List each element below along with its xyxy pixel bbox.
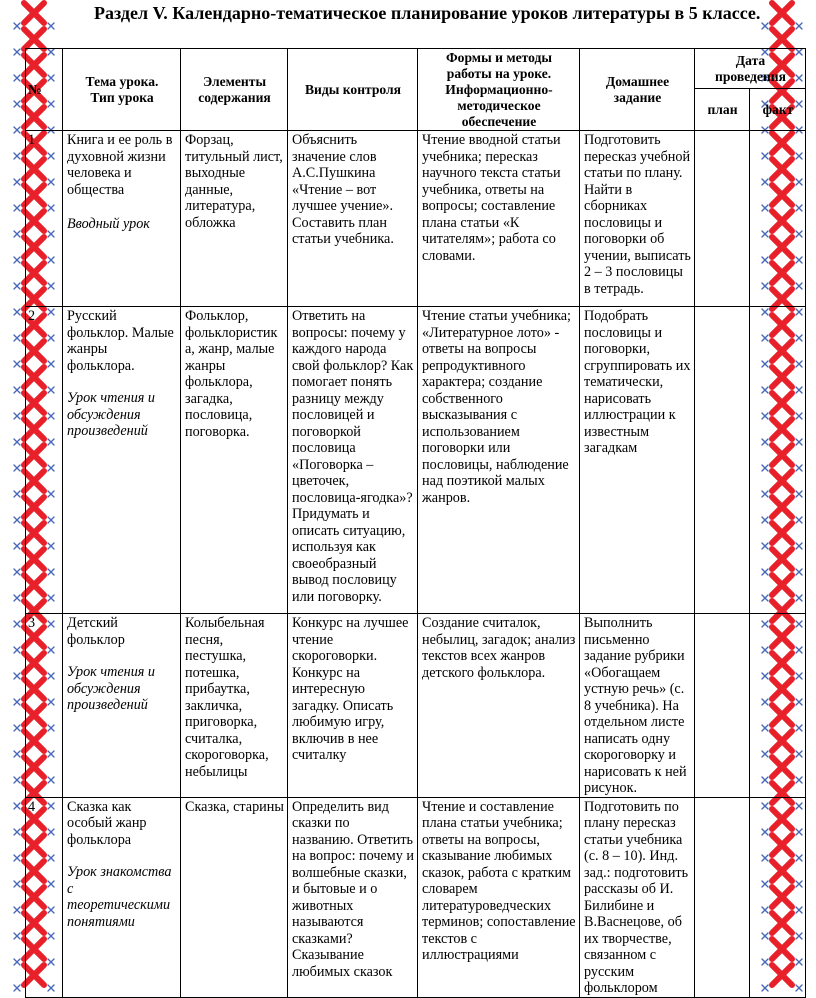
header-homework: Домашнее задание bbox=[580, 49, 695, 131]
planning-table bbox=[25, 48, 806, 998]
row-topic bbox=[63, 307, 181, 614]
row-num: 2 bbox=[26, 307, 63, 614]
table-row bbox=[26, 131, 806, 307]
row-date-plan bbox=[695, 307, 750, 614]
row-control: Конкурс на лучшее чтение скороговорки. Конкурс на интересную загадку. Описать любимую игру, включив в нее считалку bbox=[288, 614, 418, 798]
header-fact: факт bbox=[750, 89, 806, 131]
header-date: Дата проведения bbox=[695, 49, 806, 89]
table-header-row bbox=[26, 49, 806, 89]
row-date-plan bbox=[695, 797, 750, 997]
header-num: № bbox=[26, 49, 63, 131]
header-elements: Элементы содержания bbox=[181, 49, 288, 131]
row-elements: Сказка, старины bbox=[181, 797, 288, 997]
row-elements: Фольклор, фольклористик а, жанр, малые жанры фольклора, загадка, пословица, поговорка. bbox=[181, 307, 288, 614]
topic-title: Сказка как особый жанр фольклора bbox=[67, 798, 147, 848]
row-homework: Подготовить по плану пересказ статьи учебника (с. 8 – 10). Инд. зад.: подготовить рассказы об И. Билибине и В.Васнецове, об их творчестве, связанном с русским фольклором bbox=[580, 797, 695, 997]
row-elements: Форзац, титульный лист, выходные данные, литература, обложка bbox=[181, 131, 288, 307]
row-num: 3 bbox=[26, 614, 63, 798]
row-date-fact bbox=[750, 797, 806, 997]
row-date-plan bbox=[695, 131, 750, 307]
row-elements: Колыбельная песня, пестушка, потешка, прибаутка, закличка, приговорка, считалка, скороговорка, небылицы bbox=[181, 614, 288, 798]
page-title: Раздел V. Календарно-тематическое планирование уроков литературы в 5 классе. bbox=[94, 3, 761, 23]
row-control: Ответить на вопросы: почему у каждого народа свой фольклор? Как помогает понять разницу между пословицей и поговоркой пословица «Поговорка – цветочек, пословица-ягодка»? Придумать и описать ситуацию, используя как своеобразный вывод пословицу или поговорку. bbox=[288, 307, 418, 614]
row-methods: Создание считалок, небылиц, загадок; анализ текстов всех жанров детского фольклора. bbox=[418, 614, 580, 798]
planning-table-container bbox=[25, 48, 805, 996]
header-methods: Формы и методы работы на уроке. Информационно-методическое обеспечение bbox=[418, 49, 580, 131]
cross-stitch-icon bbox=[14, 3, 54, 29]
row-homework: Выполнить письменно задание рубрики «Обогащаем устную речь» (с. 8 учебника). На отдельном листе написать одну скороговорку и нарисовать к ней рисунок. bbox=[580, 614, 695, 798]
header-control: Виды контроля bbox=[288, 49, 418, 131]
lesson-type: Вводный урок bbox=[67, 216, 150, 232]
row-homework: Подготовить пересказ учебной статьи по плану. Найти в сборниках пословицы и поговорки об учении, выписать 2 – 3 пословицы в тетрадь. bbox=[580, 131, 695, 307]
row-control: Определить вид сказки по названию. Ответить на вопрос: почему и волшебные сказки, и бытовые и о животных называются сказками? Сказывание любимых сказок bbox=[288, 797, 418, 997]
table-row bbox=[26, 307, 806, 614]
row-control: Объяснить значение слов А.С.Пушкина «Чтение – вот лучшее учение». Составить план статьи учебника. bbox=[288, 131, 418, 307]
table-row bbox=[26, 797, 806, 997]
row-date-fact bbox=[750, 307, 806, 614]
header-plan: план bbox=[695, 89, 750, 131]
table-row bbox=[26, 614, 806, 798]
row-topic bbox=[63, 131, 181, 307]
topic-title: Детский фольклор bbox=[67, 615, 125, 648]
row-methods: Чтение и составление плана статьи учебника; ответы на вопросы, сказывание любимых сказок, работа с кратким словарем литературоведческих терминов; сопоставление текстов с иллюстрациями bbox=[418, 797, 580, 997]
row-topic bbox=[63, 797, 181, 997]
row-methods: Чтение вводной статьи учебника; пересказ научного текста статьи учебника, ответы на вопросы; составление плана статьи «К читателям»; работа со словами. bbox=[418, 131, 580, 307]
row-homework: Подобрать пословицы и поговорки, сгруппировать их тематически, нарисовать иллюстрации к известным загадкам bbox=[580, 307, 695, 614]
row-topic bbox=[63, 614, 181, 798]
row-date-fact bbox=[750, 131, 806, 307]
row-num: 1 bbox=[26, 131, 63, 307]
topic-title: Русский фольклор. Малые жанры фольклора. bbox=[67, 308, 174, 374]
row-date-fact bbox=[750, 614, 806, 798]
topic-title: Книга и ее роль в духовной жизни человека и общества bbox=[67, 132, 173, 198]
cross-stitch-icon bbox=[762, 3, 802, 29]
row-date-plan bbox=[695, 614, 750, 798]
lesson-type: Урок чтения и обсуждения произведений bbox=[67, 390, 156, 439]
header-topic: Тема урока. Тип урока bbox=[63, 49, 181, 131]
lesson-type: Урок знакомства с теоретическими понятиями bbox=[67, 864, 172, 930]
row-methods: Чтение статьи учебника; «Литературное лото» - ответы на вопросы репродуктивного характера; создание собственного высказывания с использованием поговорки или пословицы, наблюдение над поэтикой малых жанров. bbox=[418, 307, 580, 614]
row-num: 4 bbox=[26, 797, 63, 997]
lesson-type: Урок чтения и обсуждения произведений bbox=[67, 664, 156, 713]
